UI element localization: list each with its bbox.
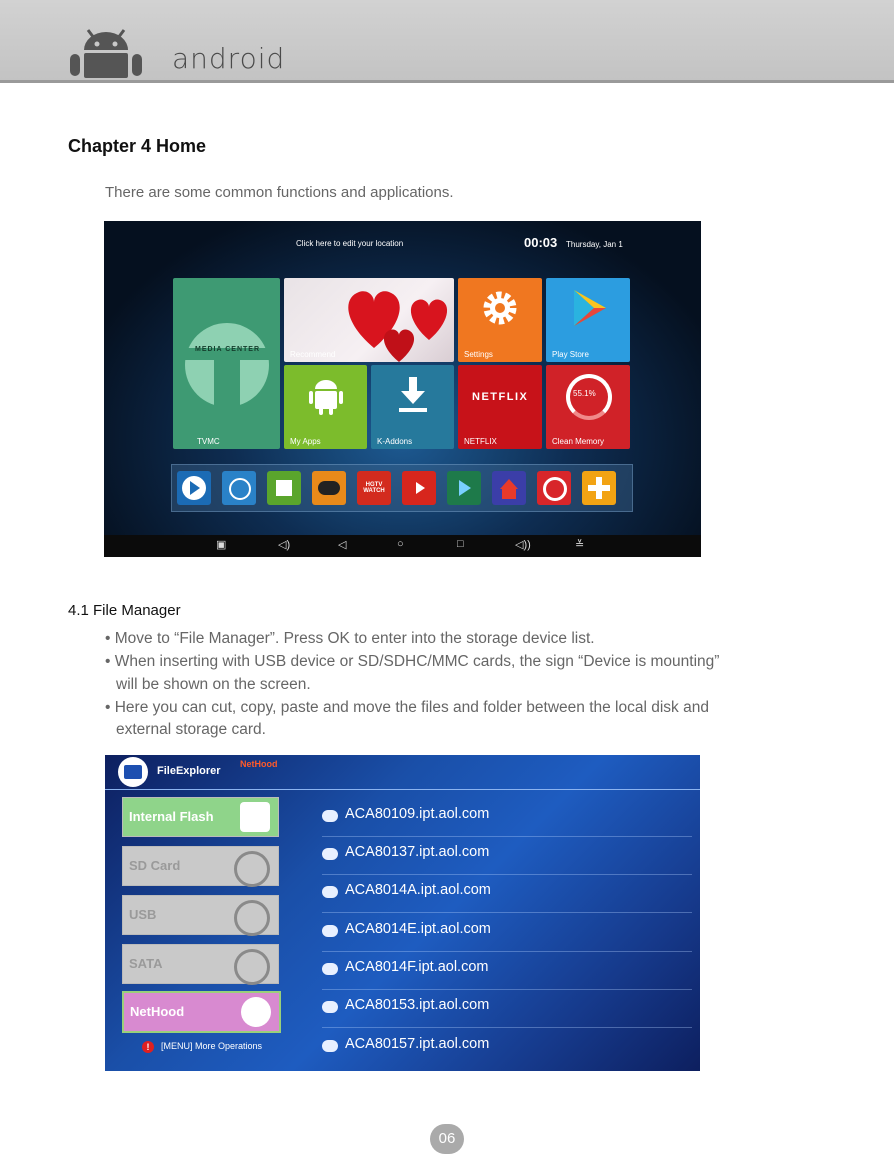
current-location: NetHood (240, 759, 278, 769)
tile-label-netflix: NETFLIX (464, 437, 497, 446)
bullet-line: • When inserting with USB device or SD/SDHC/MMC cards, the sign “Device is mounting” (105, 653, 720, 670)
page-number: 06 (430, 1124, 464, 1154)
storage-label: Internal Flash (129, 809, 214, 824)
tile-clean-memory[interactable] (546, 365, 630, 449)
tile-my-apps[interactable] (284, 365, 367, 449)
back-icon[interactable]: ◁ (338, 539, 347, 551)
system-nav-bar (104, 535, 701, 557)
bullet-line: will be shown on the screen. (116, 676, 311, 693)
host-name: ACA80109.ipt.aol.com (345, 806, 490, 822)
tile-label-my-apps: My Apps (290, 437, 321, 446)
tile-k-addons[interactable] (371, 365, 454, 449)
host-name: ACA80153.ipt.aol.com (345, 997, 490, 1013)
clock-date: Thursday, Jan 1 (566, 240, 623, 249)
menu-hint: [MENU] More Operations (161, 1041, 263, 1051)
section-title: 4.1 File Manager (68, 602, 181, 619)
network-host-icon (322, 1040, 338, 1052)
media-center-logo-icon (184, 322, 270, 408)
host-row[interactable] (322, 951, 692, 990)
hearts-image (334, 278, 454, 362)
file-explorer-screenshot (105, 755, 700, 1071)
tile-tvmc[interactable] (173, 278, 280, 449)
host-row[interactable] (322, 989, 692, 1028)
host-name: ACA8014A.ipt.aol.com (345, 882, 491, 898)
warning-icon: ! (142, 1041, 154, 1053)
storage-sd-card[interactable] (122, 846, 279, 886)
network-host-icon (322, 886, 338, 898)
folder-icon (118, 757, 148, 787)
tile-netflix[interactable] (458, 365, 542, 449)
dock-fm-icon[interactable] (537, 471, 571, 505)
storage-label: SD Card (129, 858, 181, 873)
screenshot-icon[interactable]: ▣ (216, 539, 227, 551)
bullet-line: • Here you can cut, copy, paste and move the files and folder between the local disk and (105, 699, 709, 716)
page-header (0, 0, 894, 83)
dock-hgtv-icon[interactable] (357, 471, 391, 505)
brand-wordmark: android (172, 42, 286, 75)
gear-icon (482, 290, 518, 326)
tile-label-tvmc: TVMC (197, 437, 220, 446)
clock-time: 00:03 (524, 235, 558, 250)
home-screen-screenshot (104, 221, 701, 557)
chapter-title: Chapter 4 Home (68, 136, 207, 156)
host-row[interactable] (322, 836, 692, 875)
host-name: ACA8014F.ipt.aol.com (345, 959, 489, 975)
network-host-icon (322, 963, 338, 975)
memory-percent: 55.1% (573, 389, 596, 398)
tile-settings[interactable] (458, 278, 542, 362)
storage-label: NetHood (130, 1004, 185, 1019)
android-icon (309, 375, 343, 415)
storage-sata[interactable] (122, 944, 279, 984)
tile-label-clean-memory: Clean Memory (552, 437, 605, 446)
dock-youtube-icon[interactable] (402, 471, 436, 505)
recents-icon[interactable]: □ (457, 538, 464, 550)
location-prompt[interactable]: Click here to edit your location (296, 239, 404, 248)
netflix-logo: NETFLIX (472, 391, 529, 403)
dock-media-icon[interactable] (312, 471, 346, 505)
sata-icon (234, 949, 270, 985)
tile-play-store[interactable] (546, 278, 630, 362)
host-name: ACA80157.ipt.aol.com (345, 1036, 490, 1052)
network-host-icon (322, 925, 338, 937)
file-explorer-header (105, 755, 700, 790)
dock-apk-installer-icon[interactable] (267, 471, 301, 505)
volume-down-icon[interactable]: ◁) (278, 539, 291, 551)
collapse-icon[interactable]: ≚ (575, 539, 585, 551)
dock-browser-icon[interactable] (222, 471, 256, 505)
network-host-icon (322, 810, 338, 822)
tvmc-logo-text: MEDIA CENTER (195, 346, 261, 353)
host-row[interactable] (322, 1028, 692, 1066)
host-row[interactable] (322, 798, 692, 837)
storage-label: SATA (129, 956, 163, 971)
network-host-icon (322, 1001, 338, 1013)
dock-home-app-icon[interactable] (492, 471, 526, 505)
bullet-line: • Move to “File Manager”. Press OK to enter into the storage device list. (105, 630, 595, 647)
host-name: ACA8014E.ipt.aol.com (345, 921, 491, 937)
storage-label: USB (129, 907, 157, 922)
network-icon (241, 997, 271, 1027)
volume-up-icon[interactable]: ◁)) (515, 539, 531, 551)
bullet-line: external storage card. (116, 721, 266, 738)
storage-nethood[interactable] (122, 991, 281, 1033)
app-dock (171, 464, 633, 512)
dock-add-icon[interactable] (582, 471, 616, 505)
app-title: FileExplorer (157, 765, 221, 777)
tile-label-play-store: Play Store (552, 350, 589, 359)
host-row[interactable] (322, 913, 692, 952)
usb-icon (234, 900, 270, 936)
storage-internal-flash[interactable] (122, 797, 279, 837)
network-host-icon (322, 848, 338, 860)
download-icon (397, 377, 429, 413)
tile-label-settings: Settings (464, 350, 493, 359)
tile-label-recommend: Recommend (290, 350, 336, 359)
dock-player-icon[interactable] (177, 471, 211, 505)
storage-usb[interactable] (122, 895, 279, 935)
intro-text: There are some common functions and applications. (105, 184, 454, 201)
tile-label-k-addons: K-Addons (377, 437, 413, 446)
flash-chip-icon (240, 802, 270, 832)
sd-card-icon (234, 851, 270, 887)
android-robot-icon (66, 26, 146, 78)
dock-tv-player-icon[interactable] (447, 471, 481, 505)
play-store-icon (570, 288, 608, 328)
host-row[interactable] (322, 874, 692, 913)
host-name: ACA80137.ipt.aol.com (345, 844, 490, 860)
tile-recommend[interactable] (284, 278, 454, 362)
home-icon[interactable]: ○ (397, 538, 404, 550)
hgtv-badge: HGTV WATCH (363, 482, 385, 494)
